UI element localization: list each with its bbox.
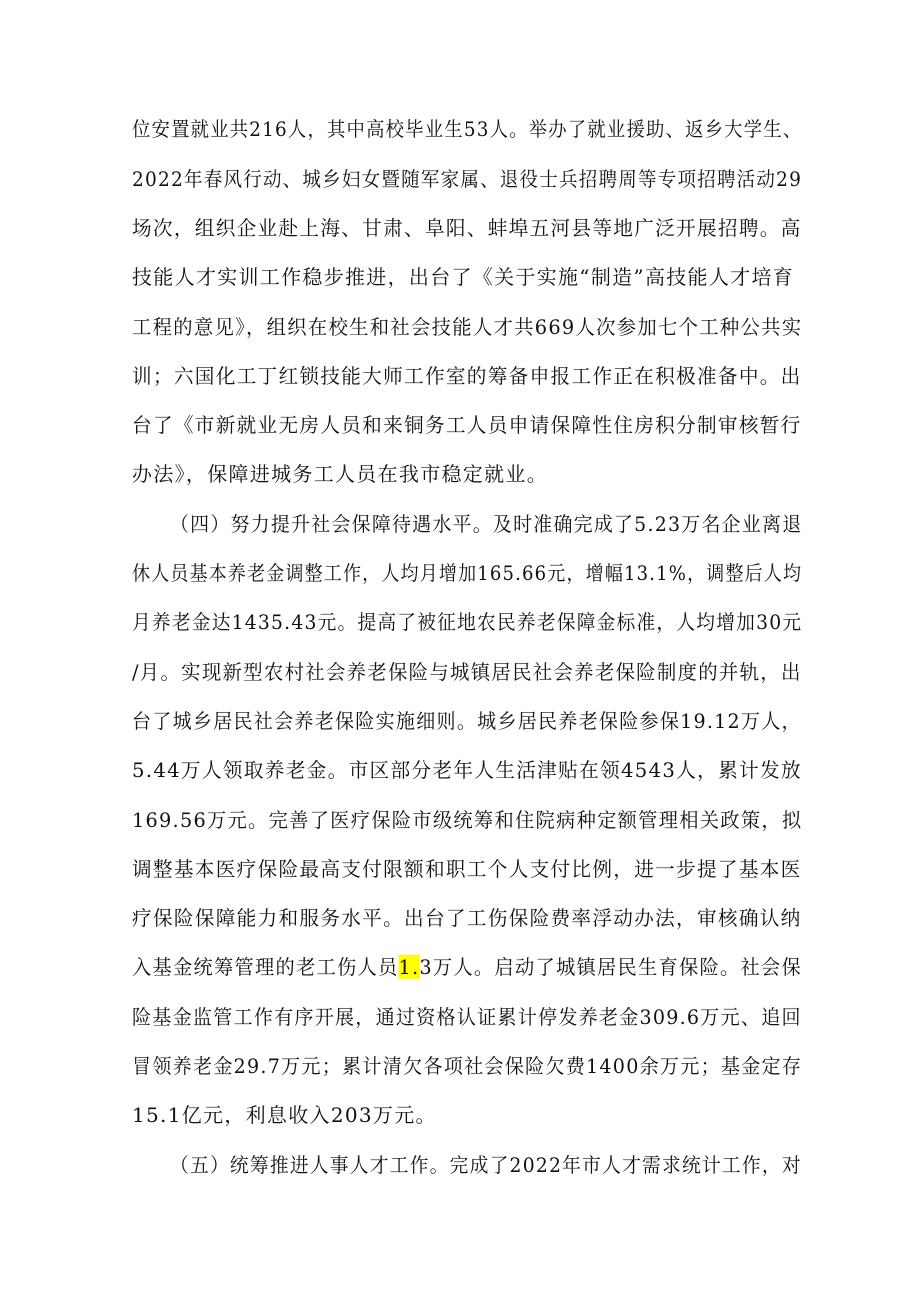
text-line: 2022年春风行动、城乡妇女暨随军家属、退役士兵招聘周等专项招聘活动29 [132, 167, 803, 191]
text-line: 169.56万元。完善了医疗保险市级统筹和住院病种定额管理相关政策，拟 [132, 808, 803, 832]
section-4-heading-line: （四）努力提升社会保障待遇水平。及时准确完成了5.23万名企业离退 [170, 512, 803, 536]
text-line: /月。实现新型农村社会养老保险与城镇居民社会养老保险制度的并轨，出 [132, 660, 802, 684]
text-line: 调整基本医疗保险最高支付限额和职工个人支付比例，进一步提了基本医 [132, 857, 802, 881]
text-line: 15.1亿元，利息收入203万元。 [132, 1103, 437, 1127]
text-line: 工程的意见》，组织在校生和社会技能人才共669人次参加七个工种公共实 [132, 315, 803, 339]
section-5-heading-line: （五）统筹推进人事人才工作。完成了2022年市人才需求统计工作，对 [170, 1153, 802, 1177]
highlighted-text: 1. [398, 955, 420, 979]
text-line: 5.44万人领取养老金。市区部分老年人生活津贴在领4543人，累计发放 [132, 758, 802, 782]
text-line: 疗保险保障能力和服务水平。出台了工伤保险费率浮动办法，审核确认纳 [132, 906, 802, 930]
text-line: 位安置就业共216人，其中高校毕业生53人。举办了就业援助、返乡大学生、 [132, 117, 803, 141]
text-line: 办法》，保障进城务工人员在我市稳定就业。 [132, 462, 548, 486]
text-segment: 3万人。启动了城镇居民生育保险。社会保 [419, 955, 802, 979]
text-line: 台了《市新就业无房人员和来铜务工人员申请保障性住房积分制审核暂行 [132, 413, 802, 437]
text-line: 险基金监管工作有序开展，通过资格认证累计停发养老金309.6万元、追回 [132, 1005, 802, 1029]
text-line: 训；六国化工丁红锁技能大师工作室的筹备申报工作正在积极准备中。出 [132, 364, 802, 388]
text-segment: 入基金统筹管理的老工伤人员 [132, 955, 399, 979]
text-line: 技能人才实训工作稳步推进，出台了《关于实施“制造”高技能人才培育 [132, 265, 795, 289]
text-line: 冒领养老金29.7万元；累计清欠各项社会保险欠费1400余万元；基金定存 [132, 1054, 803, 1078]
text-line: 月养老金达1435.43元。提高了被征地农民养老保障金标准，人均增加30元 [132, 610, 803, 634]
text-line: 场次，组织企业赴上海、甘肃、阜阳、蚌埠五河县等地广泛开展招聘。高 [132, 216, 802, 240]
text-line: 休人员基本养老金调整工作，人均月增加165.66元，增幅13.1%，调整后人均 [132, 561, 803, 585]
text-line: 台了城乡居民社会养老保险实施细则。城乡居民养老保险参保19.12万人， [132, 709, 802, 733]
text-line [132, 953, 802, 981]
